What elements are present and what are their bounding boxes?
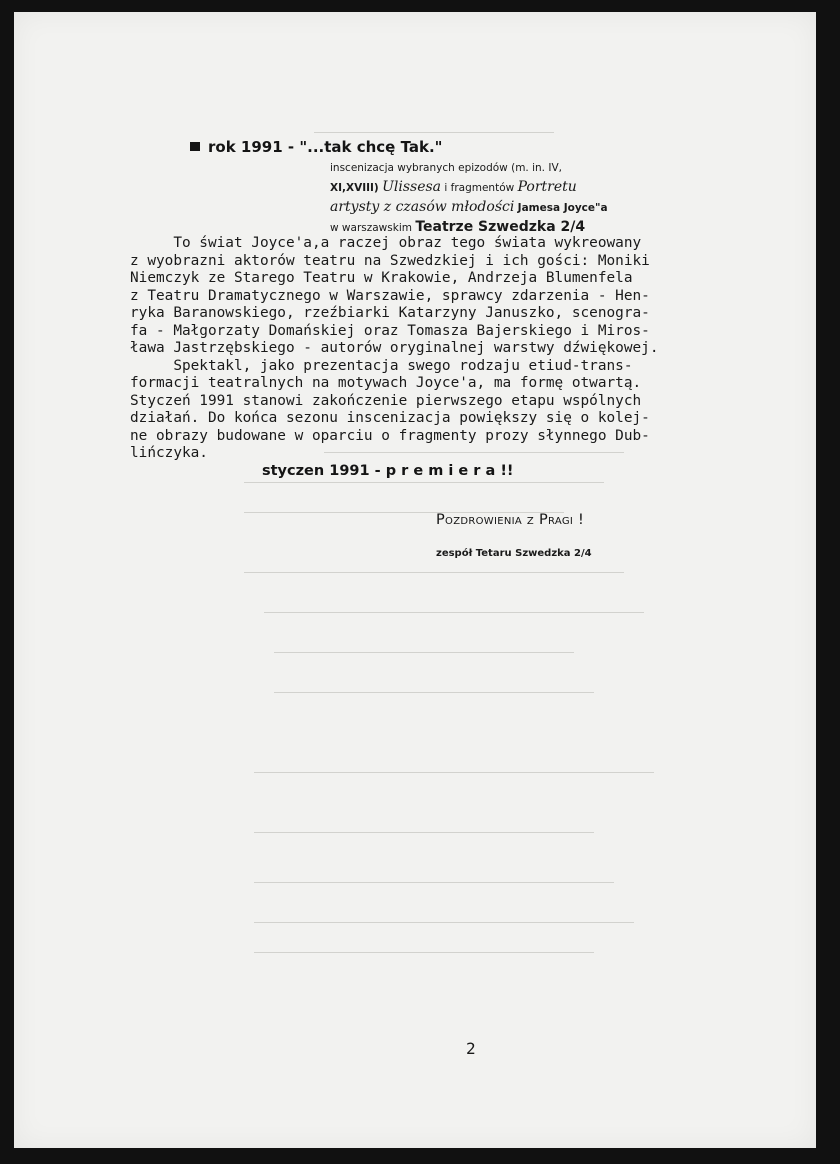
body-line: ryka Baranowskiego, rzeźbiarki Katarzyny Januszko, scenogra- [130,305,650,321]
document-page [14,12,816,1148]
description-text: i fragmentów [444,182,515,194]
show-through-mark [254,832,594,833]
body-line: z wyobrazni aktorów teatru na Szwedzkiej i ich gości: Moniki [130,252,650,269]
description-text: w warszawskim [330,222,412,234]
square-bullet-icon [190,142,200,151]
heading-line [190,138,443,156]
premiere-announcement: styczen 1991 - p r e m i e r a !! [262,463,514,479]
body-paragraphs [130,235,770,463]
show-through-mark [314,132,554,133]
body-line: lińczyka. [130,445,208,461]
body-line: Niemczyk ze Starego Teatru w Krakowie, Andrzeja Blumenfela [130,270,633,286]
body-line: ława Jastrzębskiego - autorów oryginalnej warstwy dźwiękowej. [130,340,659,356]
episode-numbers: XI,XVIII) [330,182,379,194]
description-line-2 [330,178,608,198]
portrait-title-part2: artysty z czasów młodości [330,199,515,215]
body-line: Styczeń 1991 stanowi zakończenie pierwszego etapu wspólnych [130,392,642,409]
body-line: Spektakl, jako prezentacja swego rodzaju etiud-trans- [130,357,633,374]
page-number: 2 [466,1039,476,1058]
body-line: działań. Do końca sezonu inscenizacja powiększy się o kolej- [130,410,650,426]
greeting-line: Pozdrowienia z Pragi ! [436,512,585,528]
show-through-mark [254,952,594,953]
show-through-mark [254,882,614,883]
description-line-3 [330,198,608,218]
show-through-mark [274,692,594,693]
show-through-mark [264,612,644,613]
body-line: To świat Joyce'a,a raczej obraz tego świata wykreowany [130,235,642,251]
body-line: z Teatru Dramatycznego w Warszawie, sprawcy zdarzenia - Hen- [130,287,650,304]
signature-line: zespół Tetaru Szwedzka 2/4 [436,548,592,559]
description-text: inscenizacja wybranych epizodów (m. in. IV, [330,162,562,174]
show-through-mark [244,482,604,483]
show-through-mark [254,922,634,923]
theatre-name: Teatrze Szwedzka 2/4 [415,219,586,235]
portrait-title-part1: Portretu [517,179,577,195]
body-line: ne obrazy budowane w oparciu o fragmenty prozy słynnego Dub- [130,427,650,444]
show-through-mark [244,572,624,573]
body-line: fa - Małgorzaty Domańskiej oraz Tomasza Bajerskiego i Miros- [130,322,650,339]
ulysses-title: Ulissesa [382,179,442,195]
author-name: Jamesa Joyce"a [517,202,608,214]
show-through-mark [254,772,654,773]
description-line-1 [330,159,608,178]
heading-title: rok 1991 - "...tak chcę Tak." [208,138,443,156]
show-through-mark [274,652,574,653]
production-description [330,159,608,238]
body-line: formacji teatralnych na motywach Joyce'a, ma formę otwartą. [130,375,642,391]
